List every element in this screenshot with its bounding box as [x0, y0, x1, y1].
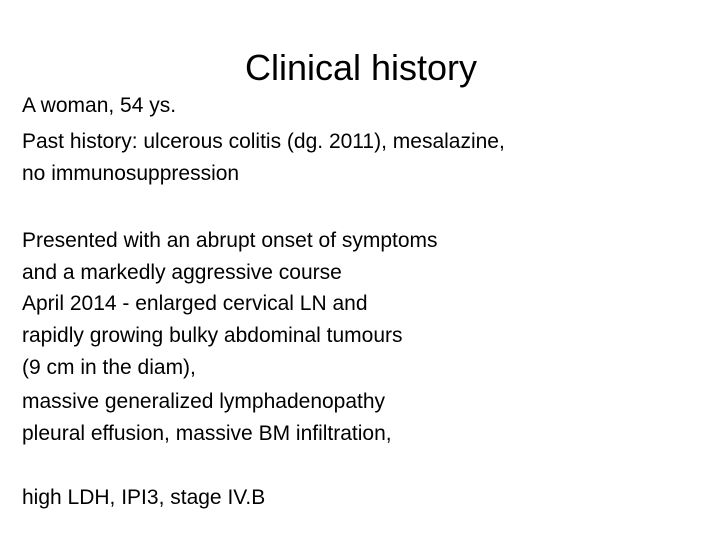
patient-line-3: no immunosuppression	[22, 162, 240, 185]
presentation-line-5: (9 cm in the diam),	[22, 356, 196, 379]
patient-line-2: Past history: ulcerous colitis (dg. 2011), mesalazine,	[22, 130, 505, 153]
patient-line-1: A woman, 54 ys.	[22, 94, 177, 117]
presentation-line-7: pleural effusion, massive BM infiltration,	[22, 422, 392, 445]
presentation-line-6: massive generalized lymphadenopathy	[22, 390, 386, 413]
presentation-line-2: and a markedly aggressive course	[22, 261, 342, 284]
labs-line-1: high LDH, IPI3, stage IV.B	[22, 486, 266, 509]
presentation-line-3: April 2014 - enlarged cervical LN and	[22, 292, 368, 315]
slide-title	[0, 46, 720, 90]
presentation-line-1: Presented with an abrupt onset of symptoms	[22, 229, 438, 252]
presentation-line-4: rapidly growing bulky abdominal tumours	[22, 324, 403, 347]
slide-title-text: Clinical history	[244, 47, 478, 88]
